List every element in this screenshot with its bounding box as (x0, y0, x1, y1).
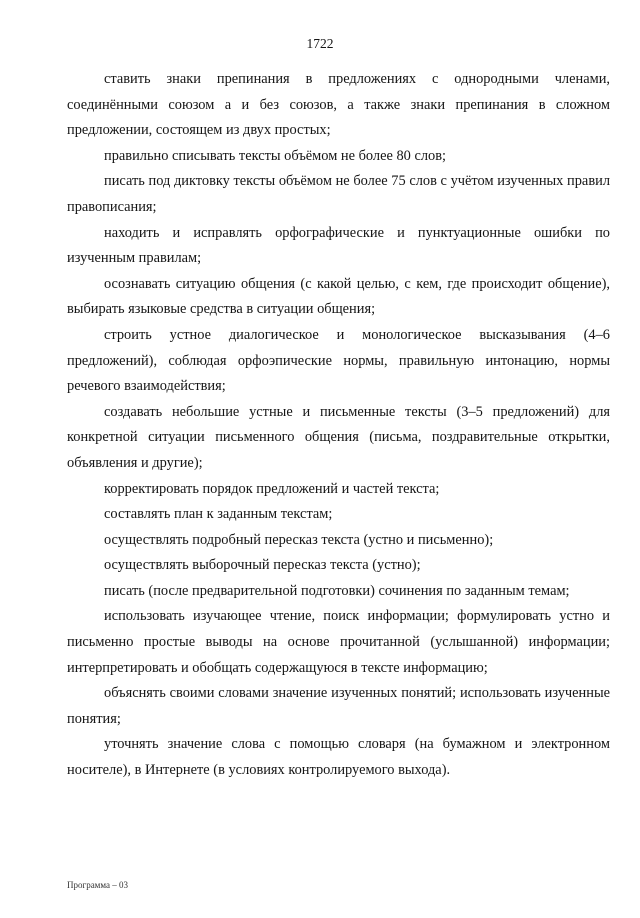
paragraph: осуществлять выборочный пересказ текста (устно); (104, 557, 421, 574)
paragraph: составлять план к заданным текстам; (104, 506, 333, 523)
paragraph: уточнять значение слова с помощью словаря (на бумажном и электронном носителе), в Интернете (в условиях контролируемого выхода). (67, 736, 610, 779)
page-number: 1722 (306, 36, 334, 51)
paragraph: правильно списывать тексты объёмом не более 80 слов; (104, 147, 447, 164)
paragraph: осознавать ситуацию общения (с какой целью, с кем, где происходит общение), выбирать языковые средства в ситуации общения; (67, 275, 610, 318)
paragraph: использовать изучающее чтение, поиск информации; формулировать устно и письменно простые выводы на основе прочитанной (услышанной) информации; интерпретировать и обобщать содержащуюся в тексте информацию; (67, 608, 610, 676)
paragraph: корректировать порядок предложений и частей текста; (104, 480, 440, 497)
paragraph: объяснять своими словами значение изученных понятий; использовать изученные понятия; (67, 685, 610, 727)
body-text (67, 67, 610, 784)
paragraph: писать под диктовку тексты объёмом не более 75 слов с учётом изученных правил правописания; (67, 173, 610, 215)
footer-program-label: Программа – 03 (67, 880, 129, 890)
paragraph: ставить знаки препинания в предложениях с однородными членами, соединёнными союзом а и без союзов, а также знаки препинания в сложном предложении, состоящем из двух простых; (67, 71, 610, 139)
paragraph: строить устное диалогическое и монологическое высказывания (4–6 предложений), соблюдая орфоэпические нормы, правильную интонацию, нормы речевого взаимодействия; (67, 326, 610, 395)
paragraph: находить и исправлять орфографические и пунктуационные ошибки по изученным правилам; (67, 224, 610, 267)
paragraph: писать (после предварительной подготовки) сочинения по заданным темам; (104, 582, 570, 599)
paragraph: создавать небольшие устные и письменные тексты (3–5 предложений) для конкретной ситуации письменного общения (письма, поздравительные открытки, объявления и другие); (67, 403, 610, 471)
paragraph: осуществлять подробный пересказ текста (устно и письменно); (104, 531, 494, 548)
